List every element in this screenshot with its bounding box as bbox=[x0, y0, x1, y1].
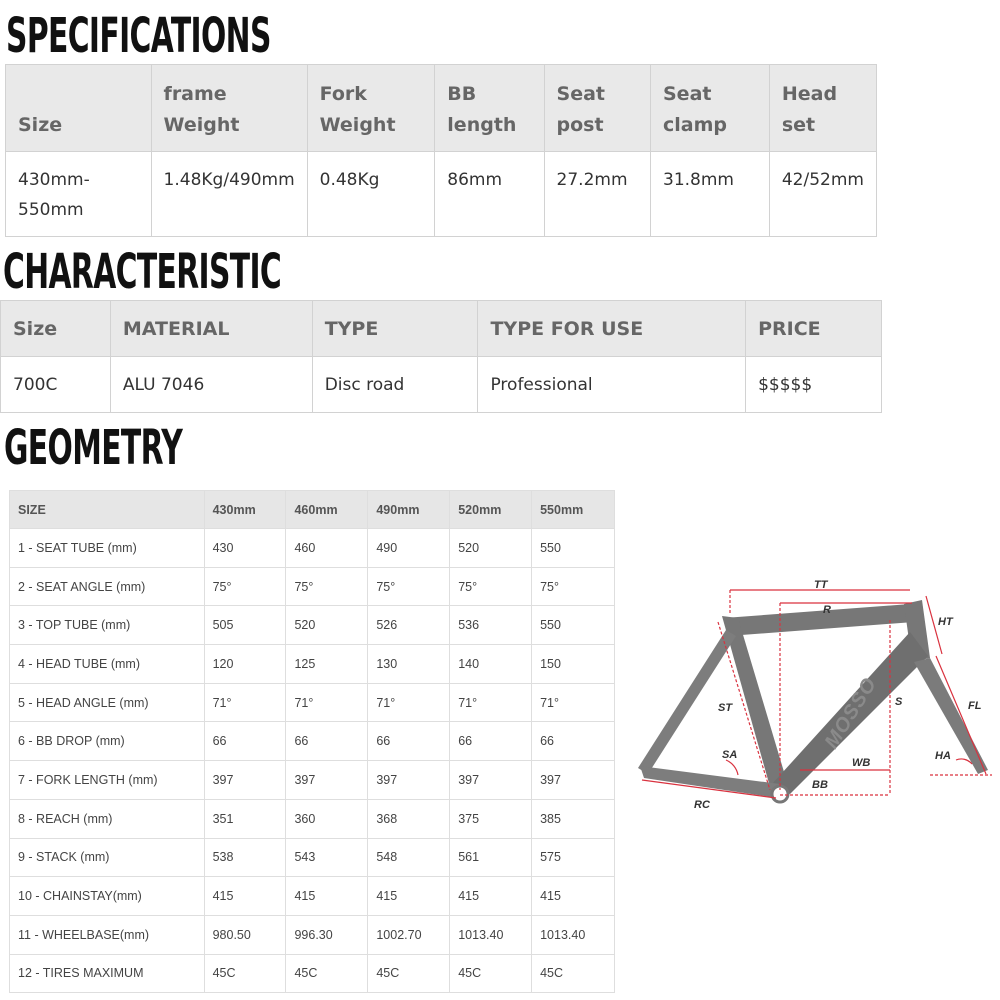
geo-value-cell-text: 75° bbox=[212, 579, 232, 594]
label-ha: HA bbox=[935, 750, 951, 762]
geo-value-cell bbox=[286, 606, 368, 645]
geo-value-cell-text: 490 bbox=[376, 540, 398, 555]
geometry-row bbox=[10, 645, 615, 684]
geo-header-cell-text: 550mm bbox=[540, 502, 584, 517]
geometry-row bbox=[10, 799, 615, 838]
label-s: S bbox=[895, 696, 903, 708]
geometry-row bbox=[10, 877, 615, 916]
geo-value-cell bbox=[10, 838, 205, 877]
geo-value-cell-text: 11 - WHEELBASE(mm) bbox=[18, 927, 150, 942]
geo-value-cell-text: 375 bbox=[458, 811, 480, 826]
geometry-row bbox=[10, 838, 615, 877]
geo-value-cell bbox=[10, 529, 205, 568]
geo-value-cell bbox=[450, 645, 532, 684]
specifications-table bbox=[5, 64, 877, 237]
geo-value-cell bbox=[450, 954, 532, 993]
char-header-cell-text: Size bbox=[13, 317, 58, 340]
geo-value-cell-text: 45C bbox=[294, 966, 318, 981]
label-ht: HT bbox=[938, 616, 953, 628]
geo-value-cell-text: 460 bbox=[294, 540, 316, 555]
geo-value-cell-text: 10 - CHAINSTAY(mm) bbox=[18, 889, 142, 904]
geo-value-cell-text: 575 bbox=[540, 850, 561, 865]
geo-value-cell-text: 550 bbox=[540, 540, 561, 555]
char-header-cell bbox=[312, 301, 478, 357]
geo-header-cell bbox=[532, 491, 615, 529]
geo-value-cell-text: 368 bbox=[376, 811, 398, 826]
geo-value-cell-text: 6 - BB DROP (mm) bbox=[18, 734, 125, 749]
geo-value-cell bbox=[450, 838, 532, 877]
geo-value-cell-text: 2 - SEAT ANGLE (mm) bbox=[18, 579, 146, 594]
geo-value-cell bbox=[286, 722, 368, 761]
spec-value-cell bbox=[151, 152, 307, 237]
geo-value-cell bbox=[10, 915, 205, 954]
geo-value-cell-text: 71° bbox=[540, 695, 559, 710]
char-value-cell-text: Professional bbox=[490, 374, 593, 395]
geo-value-cell bbox=[450, 761, 532, 800]
geo-value-cell bbox=[204, 838, 286, 877]
geometry-row bbox=[10, 529, 615, 568]
geo-value-cell-text: 397 bbox=[376, 772, 398, 787]
geo-value-cell-text: 1 - SEAT TUBE (mm) bbox=[18, 540, 137, 555]
geo-value-cell bbox=[10, 954, 205, 993]
geo-value-cell bbox=[532, 877, 615, 916]
spec-value-cell bbox=[651, 152, 770, 237]
spec-value-cell-text: 430mm- 550mm bbox=[18, 170, 90, 220]
geo-value-cell-text: 120 bbox=[212, 656, 234, 671]
geo-value-cell-text: 520 bbox=[294, 618, 316, 633]
geo-value-cell bbox=[204, 645, 286, 684]
geo-value-cell bbox=[286, 799, 368, 838]
geo-value-cell bbox=[368, 838, 450, 877]
geo-value-cell-text: 536 bbox=[458, 618, 480, 633]
characteristic-table bbox=[0, 300, 882, 413]
geo-value-cell-text: 45C bbox=[376, 966, 400, 981]
geo-value-cell bbox=[286, 683, 368, 722]
spec-header-cell bbox=[651, 65, 770, 152]
geometry-row bbox=[10, 567, 615, 606]
geo-value-cell bbox=[532, 722, 615, 761]
spec-header-cell-text: Fork Weight bbox=[319, 83, 396, 136]
geo-value-cell bbox=[368, 877, 450, 916]
geo-value-cell bbox=[204, 761, 286, 800]
geo-value-cell bbox=[10, 722, 205, 761]
geo-value-cell bbox=[204, 954, 286, 993]
fork bbox=[914, 658, 988, 774]
geo-value-cell-text: 8 - REACH (mm) bbox=[18, 811, 113, 826]
geo-value-cell-text: 1013.40 bbox=[540, 927, 586, 942]
geo-value-cell bbox=[532, 606, 615, 645]
label-st: ST bbox=[718, 702, 733, 714]
geo-value-cell bbox=[286, 877, 368, 916]
char-header-cell-text: PRICE bbox=[758, 317, 821, 340]
geo-value-cell-text: 75° bbox=[294, 579, 314, 594]
geo-value-cell bbox=[532, 761, 615, 800]
geo-value-cell-text: 71° bbox=[212, 695, 232, 710]
geo-value-cell-text: 3 - TOP TUBE (mm) bbox=[18, 618, 131, 633]
geo-value-cell-text: 150 bbox=[540, 656, 561, 671]
geo-value-cell-text: 1013.40 bbox=[458, 927, 504, 942]
geo-value-cell bbox=[368, 683, 450, 722]
geo-value-cell bbox=[204, 915, 286, 954]
geo-value-cell bbox=[450, 567, 532, 606]
geometry-row bbox=[10, 722, 615, 761]
geo-value-cell-text: 397 bbox=[294, 772, 316, 787]
geo-value-cell-text: 980.50 bbox=[212, 927, 251, 942]
spec-value-cell-text: 27.2mm bbox=[556, 170, 628, 190]
geo-value-cell-text: 140 bbox=[458, 656, 480, 671]
spec-value-cell bbox=[769, 152, 876, 237]
geo-value-cell bbox=[368, 529, 450, 568]
char-header-cell bbox=[746, 301, 882, 357]
geo-value-cell bbox=[10, 567, 205, 606]
spec-value-cell bbox=[544, 152, 650, 237]
label-bb: BB bbox=[812, 779, 828, 791]
geo-header-cell-text: 430mm bbox=[212, 502, 256, 517]
geo-value-cell bbox=[10, 606, 205, 645]
specifications-data-row bbox=[6, 152, 877, 237]
spec-header-cell bbox=[769, 65, 876, 152]
geo-value-cell-text: 66 bbox=[212, 734, 227, 749]
geo-value-cell bbox=[204, 529, 286, 568]
characteristic-header-row bbox=[1, 301, 882, 357]
geo-value-cell bbox=[368, 799, 450, 838]
spec-header-cell-text: Seat post bbox=[556, 83, 606, 136]
geo-value-cell-text: 66 bbox=[294, 734, 309, 749]
geo-value-cell bbox=[450, 799, 532, 838]
geo-value-cell bbox=[204, 722, 286, 761]
geo-value-cell-text: 1002.70 bbox=[376, 927, 422, 942]
char-value-cell bbox=[478, 357, 746, 413]
geo-value-cell-text: 66 bbox=[376, 734, 391, 749]
geo-value-cell-text: 9 - STACK (mm) bbox=[18, 850, 110, 865]
geo-value-cell bbox=[10, 683, 205, 722]
geometry-row bbox=[10, 606, 615, 645]
geo-value-cell-text: 397 bbox=[458, 772, 480, 787]
geo-value-cell-text: 12 - TIRES MAXIMUM bbox=[18, 966, 144, 981]
spec-header-cell-text: Size bbox=[18, 114, 63, 136]
geo-value-cell bbox=[532, 799, 615, 838]
char-header-cell bbox=[110, 301, 312, 357]
geo-value-cell bbox=[450, 877, 532, 916]
geo-value-cell-text: 526 bbox=[376, 618, 398, 633]
geo-value-cell-text: 7 - FORK LENGTH (mm) bbox=[18, 772, 158, 787]
geo-value-cell bbox=[368, 606, 450, 645]
spec-header-cell bbox=[307, 65, 435, 152]
spec-header-cell-text: Head set bbox=[781, 83, 838, 136]
char-header-cell-text: TYPE bbox=[324, 317, 379, 340]
geo-value-cell bbox=[286, 761, 368, 800]
spec-header-cell-text: Seat clamp bbox=[663, 83, 727, 136]
geo-value-cell bbox=[450, 529, 532, 568]
specifications-header-row bbox=[6, 65, 877, 152]
geo-value-cell-text: 45C bbox=[540, 966, 564, 981]
geo-value-cell-text: 561 bbox=[458, 850, 480, 865]
geo-value-cell bbox=[10, 645, 205, 684]
char-header-cell-text: MATERIAL bbox=[122, 317, 230, 340]
geo-value-cell-text: 430 bbox=[212, 540, 234, 555]
geo-value-cell bbox=[532, 838, 615, 877]
geo-value-cell bbox=[286, 838, 368, 877]
geo-header-cell bbox=[286, 491, 368, 529]
specifications-heading: SPECIFICATIONS bbox=[6, 8, 271, 64]
geo-value-cell-text: 71° bbox=[376, 695, 396, 710]
geo-value-cell bbox=[10, 761, 205, 800]
label-r: R bbox=[823, 604, 831, 616]
geo-value-cell-text: 548 bbox=[376, 850, 398, 865]
geo-value-cell-text: 4 - HEAD TUBE (mm) bbox=[18, 656, 140, 671]
geometry-row bbox=[10, 915, 615, 954]
geo-value-cell-text: 415 bbox=[376, 889, 398, 904]
geo-value-cell-text: 5 - HEAD ANGLE (mm) bbox=[18, 695, 149, 710]
top-tube bbox=[724, 604, 914, 636]
label-sa: SA bbox=[722, 749, 738, 761]
geo-value-cell bbox=[204, 799, 286, 838]
characteristic-data-row bbox=[1, 357, 882, 413]
geo-value-cell-text: 71° bbox=[294, 695, 314, 710]
geo-value-cell bbox=[532, 954, 615, 993]
geo-value-cell-text: 538 bbox=[212, 850, 234, 865]
char-value-cell bbox=[312, 357, 478, 413]
geo-value-cell bbox=[368, 645, 450, 684]
label-tt: TT bbox=[814, 579, 828, 591]
geo-value-cell bbox=[204, 567, 286, 606]
geometry-row bbox=[10, 683, 615, 722]
label-fl: FL bbox=[968, 700, 982, 712]
geo-value-cell-text: 45C bbox=[212, 966, 236, 981]
spec-value-cell bbox=[6, 152, 152, 237]
spec-value-cell bbox=[307, 152, 435, 237]
geo-value-cell bbox=[10, 799, 205, 838]
geo-value-cell-text: 125 bbox=[294, 656, 316, 671]
geo-value-cell-text: 351 bbox=[212, 811, 234, 826]
spec-header-cell bbox=[151, 65, 307, 152]
char-header-cell bbox=[478, 301, 746, 357]
label-wb: WB bbox=[852, 757, 871, 769]
geo-value-cell-text: 415 bbox=[540, 889, 561, 904]
geo-header-cell bbox=[10, 491, 205, 529]
geo-value-cell bbox=[368, 915, 450, 954]
spec-header-cell bbox=[6, 65, 152, 152]
char-header-cell bbox=[1, 301, 111, 357]
geo-value-cell bbox=[450, 722, 532, 761]
geo-header-cell-text: SIZE bbox=[18, 502, 46, 517]
geo-value-cell-text: 505 bbox=[212, 618, 234, 633]
char-value-cell-text: $$$$$ bbox=[758, 374, 813, 395]
geo-value-cell bbox=[368, 567, 450, 606]
frame-geometry-diagram bbox=[630, 570, 995, 815]
geo-value-cell bbox=[532, 915, 615, 954]
geo-value-cell-text: 397 bbox=[212, 772, 234, 787]
spec-header-cell bbox=[435, 65, 544, 152]
geometry-header-row bbox=[10, 491, 615, 529]
spec-value-cell bbox=[435, 152, 544, 237]
spec-header-cell-text: frame Weight bbox=[163, 83, 240, 136]
geo-value-cell bbox=[286, 954, 368, 993]
geo-value-cell-text: 415 bbox=[212, 889, 234, 904]
char-value-cell-text: ALU 7046 bbox=[122, 374, 205, 395]
geo-value-cell-text: 520 bbox=[458, 540, 480, 555]
geo-value-cell bbox=[532, 567, 615, 606]
char-value-cell bbox=[110, 357, 312, 413]
geo-value-cell-text: 75° bbox=[376, 579, 396, 594]
spec-value-cell-text: 1.48Kg/490mm bbox=[163, 170, 295, 190]
geo-value-cell-text: 45C bbox=[458, 966, 482, 981]
label-rc: RC bbox=[694, 799, 710, 811]
geo-header-cell-text: 490mm bbox=[376, 502, 420, 517]
geo-value-cell-text: 550 bbox=[540, 618, 561, 633]
spec-value-cell-text: 31.8mm bbox=[663, 170, 734, 190]
geo-value-cell bbox=[286, 529, 368, 568]
char-value-cell bbox=[1, 357, 111, 413]
geo-header-cell-text: 460mm bbox=[294, 502, 338, 517]
geo-value-cell-text: 415 bbox=[458, 889, 480, 904]
spec-value-cell-text: 42/52mm bbox=[781, 170, 864, 190]
geometry-table bbox=[9, 490, 615, 993]
geo-value-cell bbox=[204, 877, 286, 916]
geo-value-cell-text: 543 bbox=[294, 850, 316, 865]
geo-value-cell-text: 75° bbox=[458, 579, 478, 594]
geo-value-cell-text: 71° bbox=[458, 695, 478, 710]
char-value-cell-text: Disc road bbox=[324, 374, 405, 395]
geo-value-cell bbox=[450, 683, 532, 722]
geo-value-cell-text: 66 bbox=[458, 734, 473, 749]
brand-logo: MOSSO bbox=[820, 673, 882, 753]
geo-value-cell-text: 397 bbox=[540, 772, 561, 787]
geo-value-cell bbox=[450, 606, 532, 645]
spec-header-cell bbox=[544, 65, 650, 152]
geo-value-cell bbox=[204, 606, 286, 645]
geo-value-cell-text: 75° bbox=[540, 579, 559, 594]
geo-value-cell-text: 996.30 bbox=[294, 927, 333, 942]
geo-value-cell bbox=[286, 645, 368, 684]
geo-value-cell bbox=[10, 877, 205, 916]
geo-value-cell bbox=[450, 915, 532, 954]
geo-value-cell bbox=[532, 683, 615, 722]
geo-value-cell bbox=[368, 761, 450, 800]
geometry-row bbox=[10, 954, 615, 993]
geometry-row bbox=[10, 761, 615, 800]
char-header-cell-text: TYPE FOR USE bbox=[490, 317, 644, 340]
geo-value-cell-text: 385 bbox=[540, 811, 561, 826]
geo-value-cell-text: 130 bbox=[376, 656, 398, 671]
geo-header-cell-text: 520mm bbox=[458, 502, 502, 517]
geo-value-cell bbox=[368, 954, 450, 993]
geo-value-cell-text: 415 bbox=[294, 889, 316, 904]
geometry-heading: GEOMETRY bbox=[4, 420, 183, 476]
geo-header-cell bbox=[204, 491, 286, 529]
geo-header-cell bbox=[450, 491, 532, 529]
geo-value-cell bbox=[532, 529, 615, 568]
geo-value-cell bbox=[286, 567, 368, 606]
characteristic-heading: CHARACTERISTIC bbox=[3, 244, 282, 300]
spec-value-cell-text: 0.48Kg bbox=[319, 170, 380, 190]
geo-header-cell bbox=[368, 491, 450, 529]
spec-header-cell-text: BB length bbox=[447, 83, 517, 136]
spec-value-cell-text: 86mm bbox=[447, 170, 503, 190]
geo-value-cell bbox=[204, 683, 286, 722]
geo-value-cell-text: 66 bbox=[540, 734, 554, 749]
char-value-cell bbox=[746, 357, 882, 413]
geo-value-cell bbox=[368, 722, 450, 761]
geo-value-cell bbox=[286, 915, 368, 954]
geo-value-cell-text: 360 bbox=[294, 811, 316, 826]
char-value-cell-text: 700C bbox=[13, 374, 58, 395]
geo-value-cell bbox=[532, 645, 615, 684]
